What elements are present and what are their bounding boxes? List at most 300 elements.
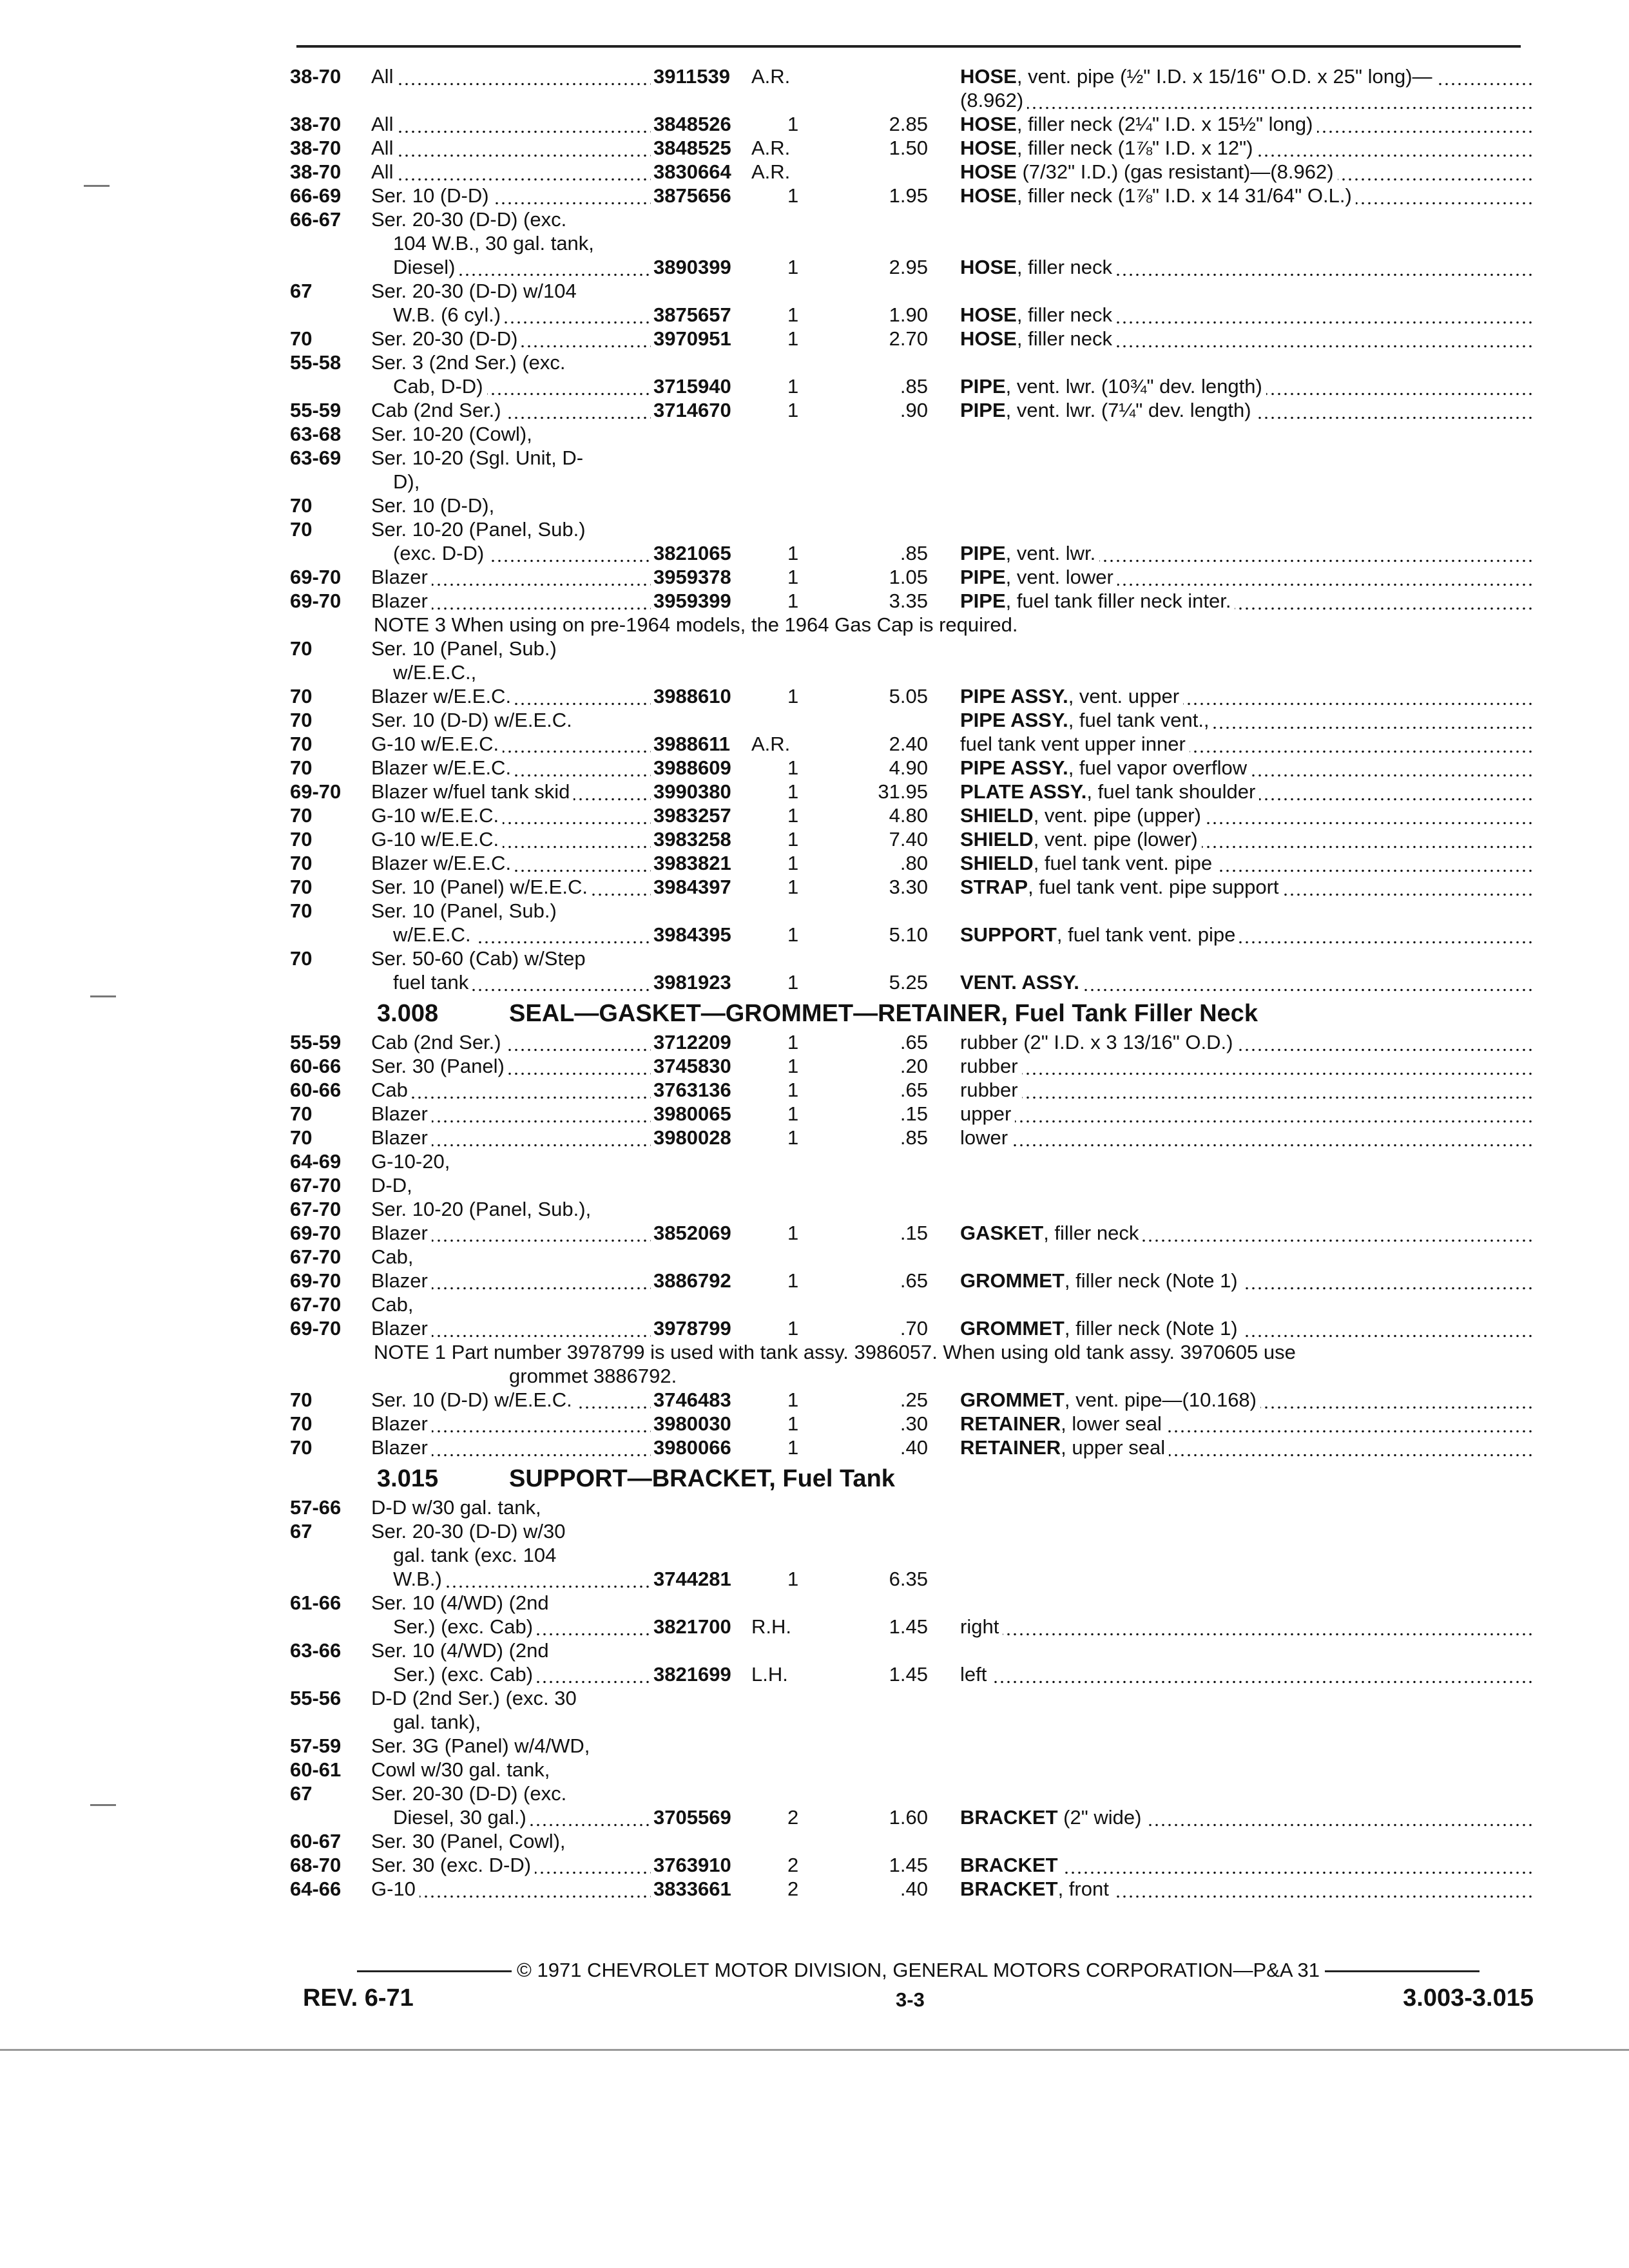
model-text: D-D w/30 gal. tank, (371, 1496, 545, 1519)
description (960, 184, 1534, 207)
quantity: 1 (787, 327, 799, 350)
quantity: 1 (787, 1102, 799, 1125)
model-cell (393, 231, 960, 255)
year-range: 67-70 (290, 1293, 342, 1316)
page-footer (303, 1959, 1534, 2017)
model-text: G-10-20, (371, 1150, 454, 1173)
part-name: PIPE ASSY. (960, 709, 1068, 731)
description-text (960, 256, 1116, 278)
model-text: G-10 w/E.E.C. (371, 804, 503, 827)
model-cell (371, 1197, 938, 1221)
table-row (290, 1436, 1534, 1459)
part-name: PIPE ASSY. (960, 756, 1068, 779)
part-name: PIPE (960, 590, 1006, 612)
part-detail: , fuel tank filler neck inter. (1005, 590, 1231, 612)
model-cell (371, 422, 938, 446)
part-number: 3830664 (651, 160, 731, 184)
year-range: 63-69 (290, 447, 342, 469)
model-cell (393, 303, 651, 327)
part-number: 3821065 (651, 541, 731, 565)
section-title: SUPPORT—BRACKET, Fuel Tank (509, 1465, 895, 1492)
model-cell (371, 1126, 651, 1149)
part-name: HOSE (960, 137, 1017, 159)
model-cell (371, 1853, 651, 1877)
table-row (290, 1412, 1534, 1436)
part-number: 3714670 (651, 398, 731, 422)
table-row (290, 1782, 1534, 1805)
part-number: 3983257 (651, 803, 731, 827)
part-detail: , fuel tank shoulder (1086, 780, 1256, 803)
quantity: 1 (787, 303, 799, 326)
model-cell (371, 207, 938, 231)
table-row (290, 1293, 1534, 1316)
model-text: Ser.) (exc. Cab) (393, 1615, 537, 1638)
model-text: Ser. 10 (D-D), (371, 494, 498, 517)
model-text: 104 W.B., 30 gal. tank, (393, 232, 598, 255)
model-text: Ser. 10 (4/WD) (2nd (371, 1639, 553, 1662)
model-text: Ser. 10 (Panel) w/E.E.C. (371, 876, 592, 898)
description (960, 1078, 1534, 1102)
table-row (290, 160, 1534, 184)
year-range: 70 (290, 876, 313, 898)
part-detail: fuel tank vent upper inner (960, 733, 1186, 755)
price: 1.60 (889, 1806, 928, 1829)
quantity: L.H. (751, 1663, 788, 1686)
part-name: BRACKET (960, 1878, 1058, 1900)
year-range: 69-70 (290, 1317, 342, 1340)
quantity: 1 (787, 1126, 799, 1149)
table-row (290, 1567, 1534, 1591)
model-cell (393, 1662, 651, 1686)
model-cell (393, 1615, 651, 1639)
model-text: gal. tank (exc. 104 (393, 1544, 560, 1566)
quantity: 2 (787, 1806, 799, 1829)
part-number: 3886792 (651, 1269, 731, 1293)
description (960, 1126, 1534, 1149)
year-range: 70 (290, 733, 313, 755)
description (960, 1030, 1534, 1054)
model-text: Blazer (371, 1436, 432, 1459)
part-name: RETAINER (960, 1412, 1061, 1435)
description-text (960, 780, 1259, 803)
model-text: Blazer w/E.E.C. (371, 685, 515, 707)
model-text: D-D (2nd Ser.) (exc. 30 (371, 1687, 581, 1709)
model-text: Blazer (371, 1222, 432, 1244)
model-cell (371, 1591, 938, 1615)
model-cell (371, 1221, 651, 1245)
quantity: A.R. (751, 160, 791, 183)
model-text: G-10 w/E.E.C. (371, 828, 503, 850)
year-range: 57-59 (290, 1735, 342, 1757)
model-text (371, 89, 375, 111)
model-text: Cab, (371, 1293, 417, 1316)
model-text: Ser. 10 (D-D) (371, 184, 493, 207)
table-row (290, 64, 1534, 88)
part-number: 3978799 (651, 1316, 731, 1340)
year-range: 38-70 (290, 113, 342, 135)
price: 5.05 (889, 685, 928, 707)
table-row (290, 875, 1534, 899)
year-range: 69-70 (290, 566, 342, 588)
model-cell (371, 732, 651, 756)
description-text (960, 971, 1083, 994)
revision: REV. 6-71 (303, 1984, 414, 2012)
quantity: 1 (787, 1222, 799, 1244)
table-row (290, 732, 1534, 756)
part-number: 3988611 (651, 732, 730, 756)
model-text: Ser. 10-20 (Cowl), (371, 423, 536, 445)
part-name: SUPPORT (960, 923, 1057, 946)
price: .15 (900, 1102, 928, 1125)
model-cell (371, 1686, 938, 1710)
part-name: SHIELD (960, 852, 1034, 874)
part-number: 3911539 (651, 64, 730, 88)
model-cell (393, 1567, 651, 1591)
copyright-line (303, 1959, 1534, 1982)
model-text: Diesel) (393, 256, 459, 278)
description-text (960, 65, 1436, 88)
price: 2.40 (889, 733, 928, 755)
table-row (290, 1639, 1534, 1662)
model-text: Cab (371, 1079, 412, 1101)
section-header-3015 (290, 1462, 1534, 1495)
description (960, 803, 1534, 827)
model-text: w/E.E.C., (393, 661, 480, 684)
table-row (290, 517, 1534, 541)
quantity: 1 (787, 923, 799, 946)
parts-group-hose-pipe (290, 64, 1534, 613)
table-row (290, 422, 1534, 446)
year-range: 38-70 (290, 65, 342, 88)
year-range: 67 (290, 280, 313, 302)
model-text: Blazer (371, 1269, 432, 1292)
price: 4.80 (889, 804, 928, 827)
part-number: 3705569 (651, 1805, 731, 1829)
quantity: 1 (787, 780, 799, 803)
model-text: Ser. 10-20 (Sgl. Unit, D- (371, 447, 587, 469)
model-text: G-10 w/E.E.C. (371, 733, 503, 755)
year-range: 61-66 (290, 1591, 342, 1614)
description-text (960, 685, 1183, 707)
table-row (290, 1388, 1534, 1412)
table-row (290, 899, 1534, 923)
year-range: 69-70 (290, 780, 342, 803)
price: 6.35 (889, 1568, 928, 1590)
model-text: All (371, 137, 397, 159)
part-number: 3821699 (651, 1662, 731, 1686)
year-range: 70 (290, 804, 313, 827)
model-cell (371, 1734, 938, 1758)
quantity: 1 (787, 542, 799, 564)
model-text: Cowl w/30 gal. tank, (371, 1758, 554, 1781)
description-text (960, 804, 1205, 827)
part-detail: , upper seal (1061, 1436, 1166, 1459)
model-cell (371, 160, 651, 184)
section-title: SEAL—GASKET—GROMMET—RETAINER, Fuel Tank Filler Neck (509, 1000, 1258, 1027)
description-text (960, 876, 1283, 898)
part-name: STRAP (960, 876, 1028, 898)
part-detail: left (960, 1663, 987, 1686)
model-text: Blazer (371, 1317, 432, 1340)
model-text: (exc. D-D) (393, 542, 488, 564)
description-text (960, 1317, 1242, 1340)
quantity: 1 (787, 971, 799, 994)
model-text: Blazer w/E.E.C. (371, 756, 515, 779)
model-text: Ser. 10 (D-D) w/E.E.C. (371, 709, 576, 731)
part-detail: , vent. lwr. (10¾" dev. length) (1005, 375, 1262, 398)
model-cell (393, 541, 651, 565)
year-range: 57-66 (290, 1496, 342, 1519)
year-range: 55-59 (290, 1031, 342, 1053)
part-name: PIPE (960, 566, 1006, 588)
table-row (290, 470, 1534, 494)
description (960, 1102, 1534, 1126)
table-row (290, 1316, 1534, 1340)
description-text (960, 828, 1202, 850)
table-row (290, 1102, 1534, 1126)
model-text: Ser. 20-30 (D-D) w/30 (371, 1520, 570, 1542)
price: 5.10 (889, 923, 928, 946)
table-row (290, 1519, 1534, 1543)
model-cell (371, 565, 651, 589)
table-row (290, 327, 1534, 351)
model-text: Blazer (371, 1102, 432, 1125)
model-cell (371, 1758, 938, 1782)
year-range: 38-70 (290, 137, 342, 159)
year-range: 67-70 (290, 1245, 342, 1268)
model-cell (393, 255, 651, 279)
model-text: All (371, 65, 397, 88)
part-detail: , vent. pipe (upper) (1033, 804, 1201, 827)
part-detail: , vent. pipe (lower) (1033, 828, 1198, 850)
description (960, 1662, 1534, 1686)
model-cell (371, 756, 651, 780)
part-detail: lower (960, 1126, 1008, 1149)
model-text: Blazer (371, 566, 432, 588)
model-text: Ser. 10 (Panel, Sub.) (371, 637, 561, 660)
model-cell (371, 136, 651, 160)
description (960, 708, 1534, 732)
part-detail: , fuel tank vent. pipe (1056, 923, 1236, 946)
model-cell (371, 351, 938, 374)
part-name: GASKET (960, 1222, 1044, 1244)
model-text: G-10 (371, 1878, 419, 1900)
table-row (290, 446, 1534, 470)
part-detail: , vent. upper (1068, 685, 1180, 707)
description-text (960, 1436, 1169, 1459)
description (960, 88, 1534, 112)
model-cell (371, 1877, 651, 1901)
table-row (290, 1173, 1534, 1197)
part-detail: (7/32" I.D.) (gas resistant)—(8.962) (1016, 160, 1334, 183)
model-cell (393, 970, 651, 994)
table-row (290, 1495, 1534, 1519)
table-row (290, 351, 1534, 374)
description-text (960, 303, 1116, 326)
quantity: 1 (787, 375, 799, 398)
model-cell (371, 184, 651, 207)
part-detail: , filler neck (2¼" I.D. x 15½" long) (1016, 113, 1313, 135)
part-name: SHIELD (960, 828, 1034, 850)
part-number: 3984397 (651, 875, 731, 899)
description-text (960, 137, 1257, 159)
description-text (960, 1055, 1022, 1077)
model-cell (371, 88, 938, 112)
model-text: Ser. 20-30 (D-D) w/104 (371, 280, 581, 302)
description-text (960, 375, 1266, 398)
model-cell (371, 637, 938, 660)
part-detail: , vent. lwr. (7¼" dev. length) (1005, 399, 1251, 421)
model-text: Ser. 30 (Panel, Cowl), (371, 1830, 570, 1852)
description-text (960, 184, 1356, 207)
description (960, 1388, 1534, 1412)
model-cell (371, 1316, 651, 1340)
part-name: BRACKET (960, 1806, 1058, 1829)
quantity: 1 (787, 852, 799, 874)
model-text: Blazer w/E.E.C. (371, 852, 515, 874)
part-name: PIPE (960, 375, 1006, 398)
part-name: HOSE (960, 327, 1017, 350)
parts-group-seal (290, 1030, 1534, 1340)
quantity: 1 (787, 1079, 799, 1101)
model-cell (371, 899, 938, 923)
part-number: 3980065 (651, 1102, 731, 1126)
price: .65 (900, 1269, 928, 1292)
model-cell (393, 660, 960, 684)
price: 4.90 (889, 756, 928, 779)
price: 1.45 (889, 1854, 928, 1876)
table-row (290, 827, 1534, 851)
description (960, 303, 1534, 327)
description (960, 1877, 1534, 1901)
year-range: 64-69 (290, 1150, 342, 1173)
price: 2.70 (889, 327, 928, 350)
model-text: Ser. 30 (exc. D-D) (371, 1854, 535, 1876)
year-range: 70 (290, 518, 313, 541)
year-range: 55-56 (290, 1687, 342, 1709)
description-text (960, 113, 1317, 135)
year-range: 55-59 (290, 399, 342, 421)
part-detail: , filler neck (1016, 256, 1113, 278)
table-row (290, 923, 1534, 947)
description-text (960, 542, 1099, 564)
description-text (960, 1126, 1012, 1149)
model-cell (371, 1078, 651, 1102)
model-cell (371, 1388, 651, 1412)
part-number: 3970951 (651, 327, 731, 351)
model-text: Ser. 30 (Panel) (371, 1055, 508, 1077)
table-row (290, 1078, 1534, 1102)
table-row (290, 255, 1534, 279)
model-cell (371, 64, 651, 88)
model-cell (393, 923, 651, 947)
part-number: 3890399 (651, 255, 731, 279)
model-cell (371, 1054, 651, 1078)
part-detail: , filler neck (1043, 1222, 1139, 1244)
part-number: 3983258 (651, 827, 731, 851)
model-text: Cab (2nd Ser.) (371, 399, 505, 421)
price: .40 (900, 1436, 928, 1459)
part-name: SHIELD (960, 804, 1034, 827)
year-range: 70 (290, 1102, 313, 1125)
year-range: 70 (290, 327, 313, 350)
description-text (960, 399, 1255, 421)
description-text (960, 1806, 1145, 1829)
model-cell (371, 947, 938, 970)
model-text: W.B. (6 cyl.) (393, 303, 505, 326)
description-text (960, 1878, 1113, 1900)
model-cell (371, 1245, 938, 1269)
quantity: 1 (787, 1436, 799, 1459)
table-row (290, 1245, 1534, 1269)
copyright-text: © 1971 CHEVROLET MOTOR DIVISION, GENERAL MOTORS CORPORATION—P&A 31 (517, 1959, 1320, 1981)
table-row (290, 207, 1534, 231)
price: 3.35 (889, 590, 928, 612)
parts-group-bracket (290, 1495, 1534, 1901)
table-row (290, 1030, 1534, 1054)
description (960, 1615, 1534, 1639)
table-row (290, 660, 1534, 684)
table-row (290, 803, 1534, 827)
table-row (290, 1686, 1534, 1710)
model-text: Ser. 20-30 (D-D) (exc. (371, 1782, 570, 1805)
parts-list (290, 64, 1534, 1901)
table-row (290, 1221, 1534, 1245)
part-name: VENT. ASSY. (960, 971, 1079, 994)
model-text: gal. tank), (393, 1711, 485, 1733)
quantity: 1 (787, 828, 799, 850)
table-row (290, 541, 1534, 565)
table-row (290, 637, 1534, 660)
note-row (290, 613, 1534, 637)
description (960, 64, 1534, 88)
quantity: 1 (787, 1031, 799, 1053)
description (960, 589, 1534, 613)
price: .25 (900, 1389, 928, 1411)
part-number: 3983821 (651, 851, 731, 875)
description-text (960, 1079, 1022, 1101)
model-text: D-D, (371, 1174, 416, 1196)
part-number: 3848525 (651, 136, 731, 160)
part-name: PIPE (960, 399, 1006, 421)
part-number: 3715940 (651, 374, 731, 398)
price: .65 (900, 1031, 928, 1053)
part-detail: , vent. lower (1005, 566, 1113, 588)
description (960, 1269, 1534, 1293)
price: 5.25 (889, 971, 928, 994)
part-detail: right (960, 1615, 999, 1638)
quantity: 1 (787, 804, 799, 827)
part-number: 3980028 (651, 1126, 731, 1149)
model-cell (371, 780, 651, 803)
model-cell (371, 1782, 938, 1805)
part-detail: rubber (2" I.D. x 3 13/16" O.D.) (960, 1031, 1233, 1053)
part-detail: , front (1057, 1878, 1109, 1900)
model-cell (371, 446, 938, 470)
description (960, 112, 1534, 136)
table-row (290, 1054, 1534, 1078)
model-text: Cab (2nd Ser.) (371, 1031, 505, 1053)
quantity: 2 (787, 1878, 799, 1900)
part-detail: , filler neck (1⅞" I.D. x 12") (1016, 137, 1253, 159)
model-cell (371, 1829, 938, 1853)
year-range: 69-70 (290, 590, 342, 612)
year-range: 68-70 (290, 1854, 342, 1876)
quantity: 1 (787, 590, 799, 612)
part-detail: , fuel tank vent. pipe support (1028, 876, 1279, 898)
table-row (290, 947, 1534, 970)
table-row (290, 565, 1534, 589)
